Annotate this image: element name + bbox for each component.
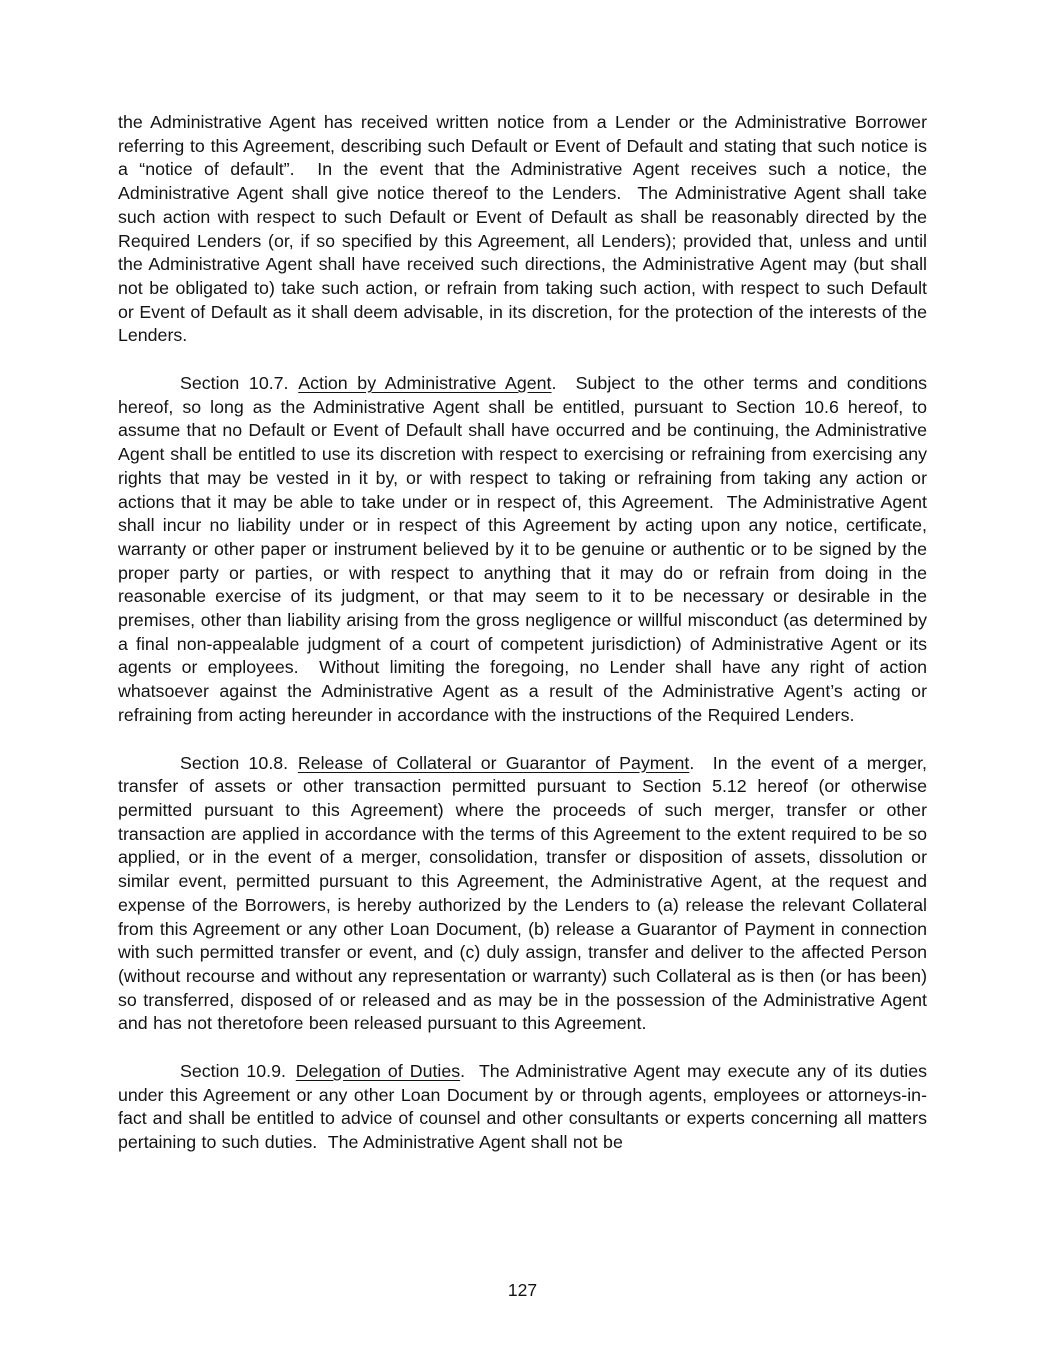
section-10-9-paragraph bbox=[118, 1060, 927, 1155]
section-10-9-title: Delegation of Duties bbox=[295, 1061, 461, 1082]
paragraph-text: the Administrative Agent has received written notice from a Lender or the Administrative Borrower referring to this Agreement, describing such Default or Event of Default and stating that such notice is a “notice of default”. In the event that the Administrative Agent receives such a notice, the Administrative Agent shall give notice thereof to the Lenders. The Administrative Agent shall take such action with respect to such Default or Event of Default as shall be reasonably directed by the Required Lenders (or, if so specified by this Agreement, all Lenders); provided that, unless and until the Administrative Agent shall have received such directions, the Administrative Agent may (but shall not be obligated to) take such action, or refrain from taking such action, with respect to such Default or Event of Default as it shall deem advisable, in its discretion, for the protection of the interests of the Lenders. bbox=[118, 112, 927, 346]
section-10-8-label: Section 10.8. bbox=[180, 752, 289, 773]
section-10-7-paragraph bbox=[118, 372, 927, 728]
section-10-8-paragraph bbox=[118, 752, 927, 1036]
section-10-7-title: Action by Administrative Agent bbox=[298, 373, 552, 394]
paragraph-continuation bbox=[118, 111, 927, 348]
document-body bbox=[118, 111, 927, 1179]
section-10-9-body: . The Administrative Agent may execute any of its duties under this Agreement or any other Loan Document by or through agents, employees or attorneys-in-fact and shall be entitled to advice of counsel and other consultants or experts concerning all matters pertaining to such duties. The Administrative Agent shall not be bbox=[118, 1061, 927, 1153]
section-10-7-label: Section 10.7. bbox=[180, 373, 289, 394]
page-number: 127 bbox=[507, 1280, 538, 1300]
section-10-8-title: Release of Collateral or Guarantor of Payment bbox=[297, 752, 690, 773]
section-10-8-body: . In the event of a merger, transfer of assets or other transaction permitted pursuant to Section 5.12 hereof (or otherwise permitted pursuant to this Agreement) where the proceeds of such merger, transfer or other transaction are applied in accordance with the terms of this Agreement to the extent required to be so applied, or in the event of a merger, consolidation, transfer or disposition of assets, dissolution or similar event, permitted pursuant to this Agreement, the Administrative Agent, at the request and expense of the Borrowers, is hereby authorized by the Lenders to (a) release the relevant Collateral from this Agreement or any other Loan Document, (b) release a Guarantor of Payment in connection with such permitted transfer or event, and (c) duly assign, transfer and deliver to the affected Person (without recourse and without any representation or warranty) such Collateral as is then (or has been) so transferred, disposed of or released and as may be in the possession of the Administrative Agent and has not theretofore been released pursuant to this Agreement. bbox=[118, 752, 927, 1034]
section-10-7-body: . Subject to the other terms and conditions hereof, so long as the Administrative Agent shall be entitled, pursuant to Section 10.6 hereof, to assume that no Default or Event of Default shall have occurred and be continuing, the Administrative Agent shall be entitled to use its discretion with respect to exercising or refraining from exercising any rights that may be vested in it by, or with respect to taking or refraining from taking any action or actions that it may be able to take under or in respect of, this Agreement. The Administrative Agent shall incur no liability under or in respect of this Agreement by acting upon any notice, certificate, warranty or other paper or instrument believed by it to be genuine or authentic or to be signed by the proper party or parties, or with respect to anything that it may do or refrain from doing in the reasonable exercise of its judgment, or that may seem to it to be necessary or desirable in the premises, other than liability arising from the gross negligence or willful misconduct (as determined by a final non-appealable judgment of a court of competent jurisdiction) of Administrative Agent or its agents or employees. Without limiting the foregoing, no Lender shall have any right of action whatsoever against the Administrative Agent as a result of the Administrative Agent’s acting or refraining from acting hereunder in accordance with the instructions of the Required Lenders. bbox=[118, 373, 927, 725]
section-10-9-label: Section 10.9. bbox=[180, 1061, 286, 1082]
